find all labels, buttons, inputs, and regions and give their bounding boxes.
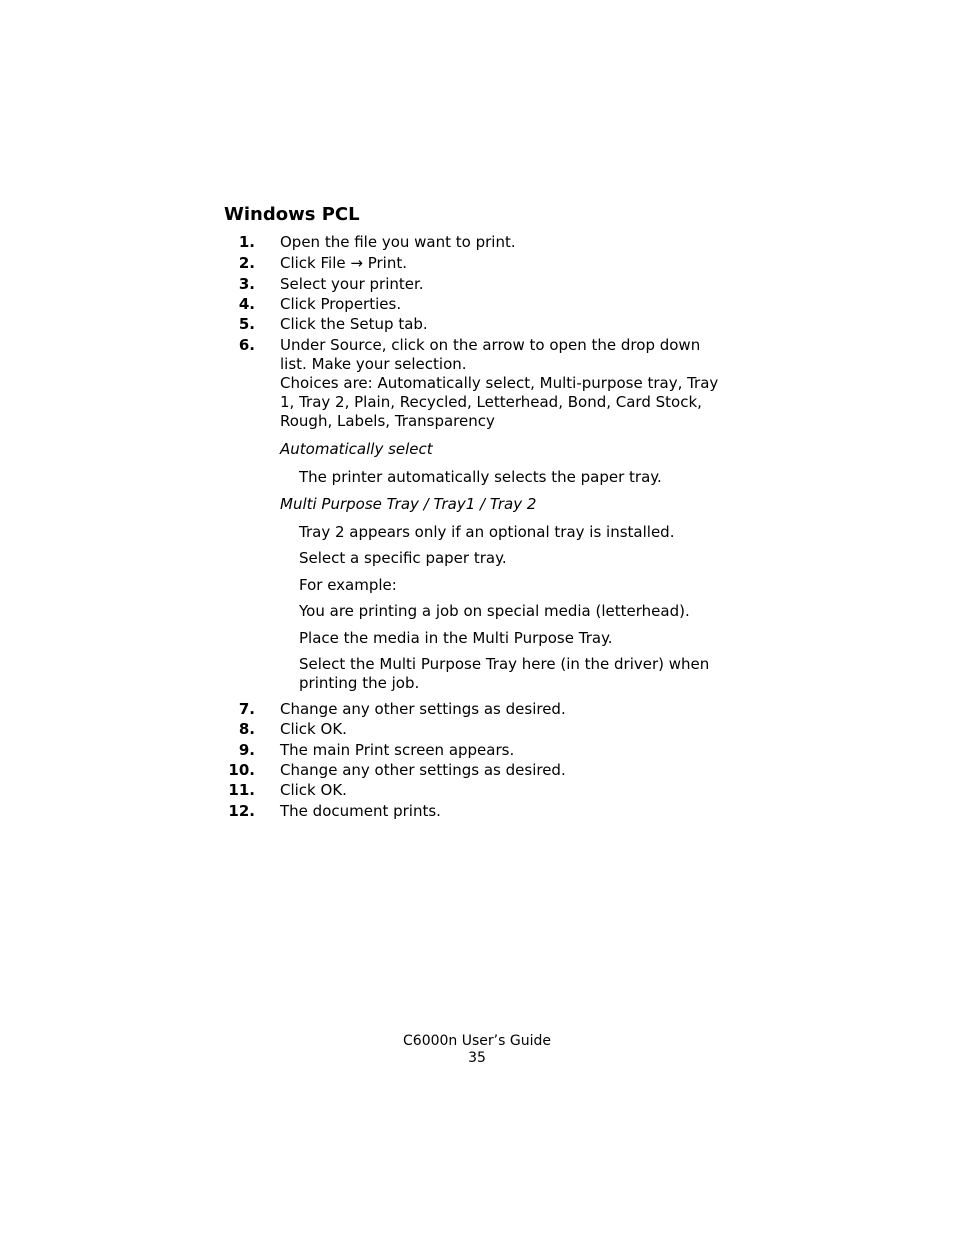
step-text: Change any other settings as desired. bbox=[280, 700, 566, 718]
multi-purpose-line: You are printing a job on special media (letterhead). bbox=[299, 602, 690, 620]
multi-purpose-line: Place the media in the Multi Purpose Tray. bbox=[299, 629, 613, 647]
footer-title: C6000n User’s Guide bbox=[403, 1033, 551, 1049]
step-number: 2. bbox=[238, 254, 255, 272]
step-text: Click OK. bbox=[280, 720, 347, 738]
step-text: Change any other settings as desired. bbox=[280, 761, 566, 779]
step-number: 7. bbox=[238, 700, 255, 718]
section-heading: Windows PCL bbox=[224, 204, 360, 225]
step-number: 6. bbox=[238, 336, 255, 354]
step-number: 1. bbox=[238, 233, 255, 251]
step-text: Click the Setup tab. bbox=[280, 315, 428, 333]
auto-select-heading: Automatically select bbox=[280, 440, 433, 458]
step-text: The document prints. bbox=[280, 802, 441, 820]
multi-purpose-heading: Multi Purpose Tray / Tray1 / Tray 2 bbox=[280, 495, 537, 513]
step-text: Click File → Print. bbox=[280, 254, 407, 272]
auto-select-text: The printer automatically selects the paper tray. bbox=[299, 468, 662, 486]
choices-text: Choices are: Automatically select, Multi-purpose tray, Tray 1, Tray 2, Plain, Recycled, Letterhead, Bond, Card Stock, Rough, Labels, Transparency bbox=[280, 374, 719, 430]
step-number: 9. bbox=[238, 741, 255, 759]
step-text: Under Source, click on the arrow to open the drop down list. Make your selection. bbox=[280, 336, 701, 373]
step-text: Select your printer. bbox=[280, 275, 424, 293]
page-number: 35 bbox=[468, 1050, 486, 1066]
step-text: Open the file you want to print. bbox=[280, 233, 516, 251]
multi-purpose-line: Tray 2 appears only if an optional tray is installed. bbox=[299, 523, 675, 541]
step-text: Click OK. bbox=[280, 781, 347, 799]
step-text: The main Print screen appears. bbox=[280, 741, 515, 759]
step-number: 10. bbox=[228, 761, 255, 779]
multi-purpose-line: Select the Multi Purpose Tray here (in the driver) when printing the job. bbox=[299, 655, 710, 692]
step-number: 11. bbox=[228, 781, 255, 799]
multi-purpose-line: Select a specific paper tray. bbox=[299, 549, 507, 567]
multi-purpose-line: For example: bbox=[299, 576, 397, 594]
step-number: 8. bbox=[238, 720, 255, 738]
step-text: Click Properties. bbox=[280, 295, 402, 313]
step-number: 4. bbox=[238, 295, 255, 313]
step-number: 12. bbox=[228, 802, 255, 820]
step-number: 3. bbox=[238, 275, 255, 293]
step-number: 5. bbox=[238, 315, 255, 333]
